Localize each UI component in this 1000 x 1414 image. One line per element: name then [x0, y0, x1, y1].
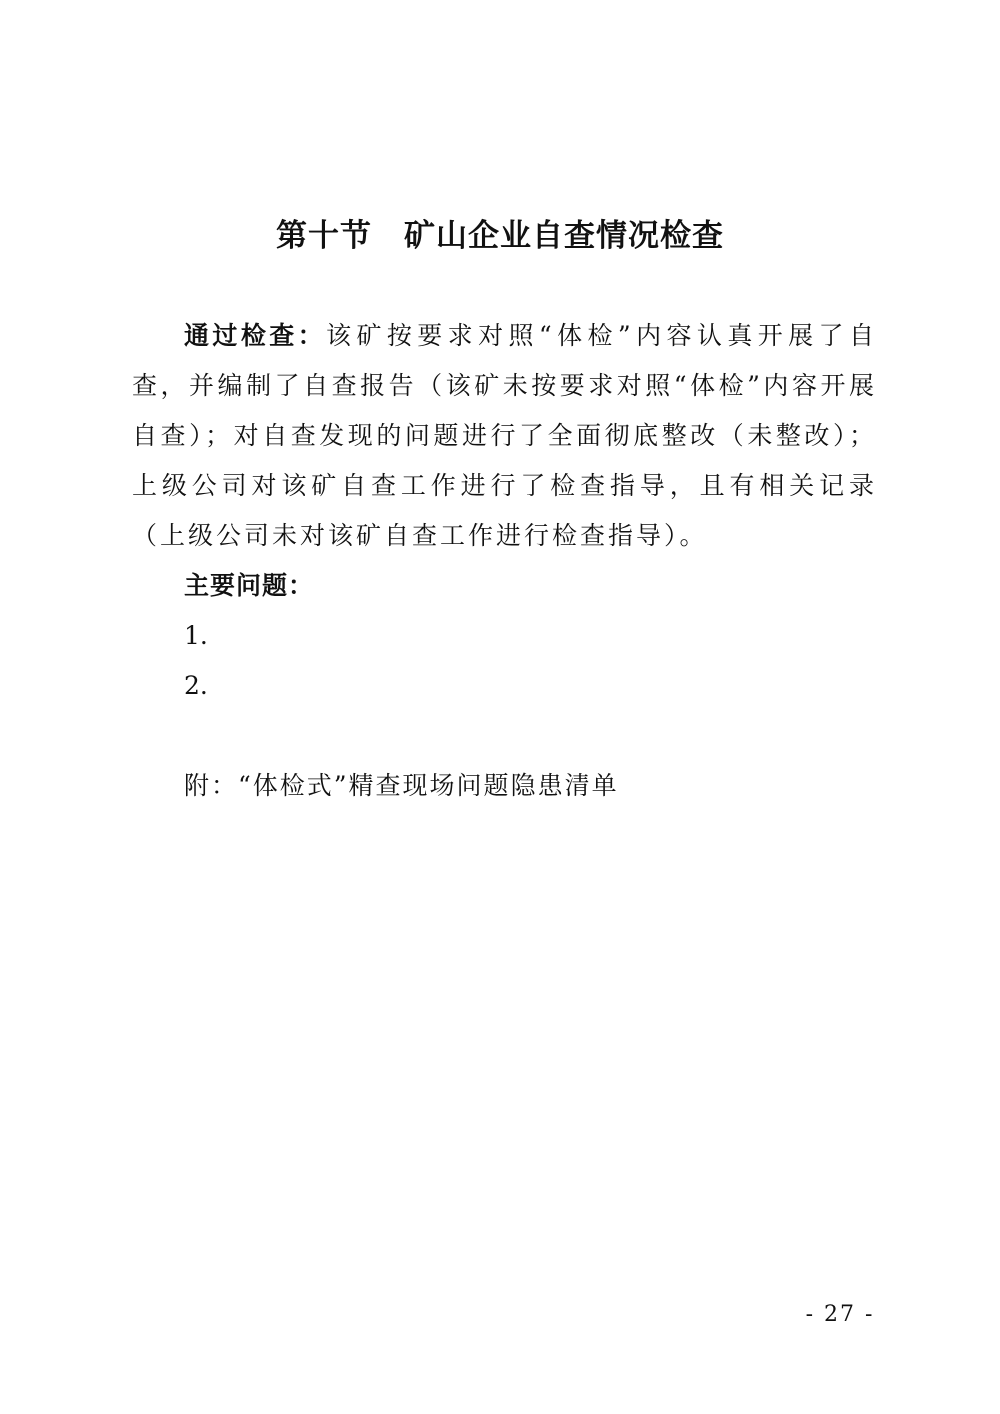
issue-item-2: 2. [184, 671, 208, 700]
attachment-note: 附：“体检式”精查现场问题隐患清单 [184, 771, 619, 800]
section-title: 第十节 矿山企业自查情况检查 [276, 218, 724, 254]
page-number: - 27 - [805, 1302, 875, 1327]
issue-item-1: 1. [184, 621, 208, 650]
inspection-paragraph [132, 311, 877, 561]
paragraph-text: 该矿按要求对照“体检”内容认真开展了自查，并编制了自查报告（该矿未按要求对照“体检”内容开展自查）；对自查发现的问题进行了全面彻底整改（未整改）；上级公司对该矿自查工作进行了检查指导，且有相关记录（上级公司未对该矿自查工作进行检查指导）。 [132, 321, 877, 550]
paragraph-lead: 通过检查： [184, 321, 327, 350]
main-issues-heading: 主要问题： [184, 571, 315, 600]
